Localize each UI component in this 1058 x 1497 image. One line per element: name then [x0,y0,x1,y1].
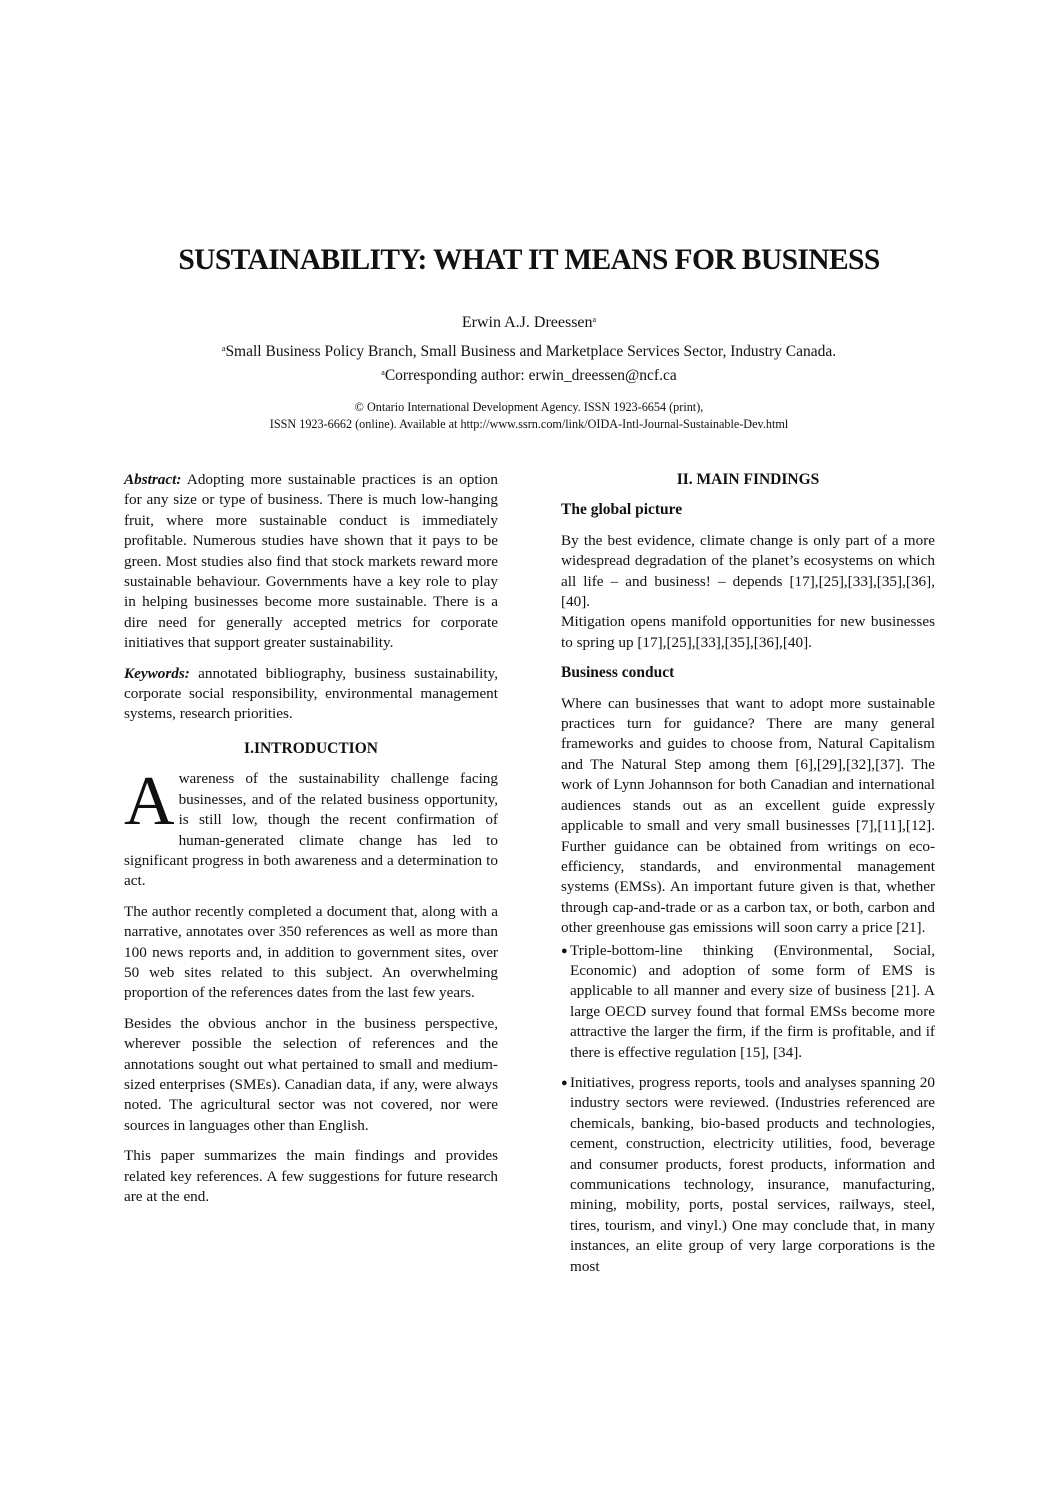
business-conduct-heading: Business conduct [561,664,675,682]
affiliation-marker: a [221,344,226,353]
global-picture-paragraph-1: By the best evidence, climate change is only part of a more widespread degradation of the planet’s ecosystems on which all life – and business! – depends [17],[25],[33],[35],[36],[40]. [561,531,935,611]
bullet-text: Triple-bottom-line thinking (Environmental, Social, Economic) and adoption of some form of EMS is applicable to all manner and every size of business [21]. A large OECD survey found that formal EMSs become more attractive the larger the firm, if the firm is profitable, and if there is effective regulation [15], [34]. [570,941,935,1061]
affiliation-block [0,338,1058,386]
main-findings-heading: II. MAIN FINDINGS [676,471,820,488]
corresponding-text: Corresponding author: erwin_dreessen@ncf.ca [384,367,677,384]
findings-bullet-list [561,941,935,1278]
paper-title: SUSTAINABILITY: WHAT IT MEANS FOR BUSINESS [178,244,880,276]
right-column [561,470,935,1287]
bullet-icon: ● [561,944,568,957]
drop-cap: A [124,763,175,841]
intro-paragraph-4: This paper summarizes the main findings and provides related key references. A few suggestions for future research are at the end. [124,1147,498,1205]
author-marker: a [592,315,597,324]
author-name [0,314,1058,332]
author-text: Erwin A.J. Dreessen [461,314,593,331]
bullet-icon: ● [561,1076,568,1089]
bullet-item [561,941,935,1063]
business-conduct-paragraph: Where can businesses that want to adopt more sustainable practices turn for guidance? There are many general frameworks and guides to choose from, Natural Capitalism and The Natural Step among them [6],[29],[32],[37]. The work of Lynn Johannson for both Canadian and international audiences stands out as an excellent guide expressly applicable to small and very small businesses [7],[11],[12]. Further guidance can be obtained from writings on eco-efficiency, standards, and environmental management systems (EMSs). An important future given is that, whether through cap-and-trade or as a carbon tax, or both, carbon and other greenhouse gas emissions will soon carry a price [21]. [561,694,935,937]
bullet-item [561,1073,935,1277]
keywords-label: Keywords: [124,664,190,682]
global-picture-heading: The global picture [561,501,683,519]
abstract-label: Abstract: [124,471,182,488]
corresponding-marker: a [381,368,385,377]
keywords [124,664,498,725]
intro-p1-text: wareness of the sustainability challenge facing businesses, and of the related business opportunity, is still low, though the recent confirmation of human-generated climate change has led to significant progress in both awareness and a determination to act. [124,770,498,890]
intro-heading: I.INTRODUCTION [244,739,378,757]
copyright-line-2: ISSN 1923-6662 (online). Available at http://www.ssrn.com/link/OIDA-Intl-Journal-Sustainable-Dev.html [269,417,789,431]
bullet-text: Initiatives, progress reports, tools and analyses spanning 20 industry sectors were reviewed. (Industries referenced are chemicals, banking, bio-based products and technologies, cement, construction, electricity utilities, food, beverage and consumer products, forest products, information and communications technology, insurance, manufacturing, mining, mobility, ports, postal services, railways, steel, tires, tourism, and vinyl.) One may conclude that, in many instances, an elite group of very large corporations is the most [570,1073,935,1275]
abstract [124,470,498,654]
affiliation [0,338,1058,362]
copyright-line-1: © Ontario International Development Agency. ISSN 1923-6654 (print), [354,400,704,414]
left-column [124,470,498,1217]
copyright-block [0,399,1058,433]
global-picture-paragraph-2: Mitigation opens manifold opportunities for new businesses to spring up [17],[25],[33],[35],[36],[40]. [561,613,935,651]
keywords-text: annotated bibliography, business sustainability, corporate social responsibility, environmental management systems, research priorities. [124,664,498,723]
corresponding-author [0,362,1058,386]
affiliation-text: Small Business Policy Branch, Small Business and Marketplace Services Sector, Industry Canada. [225,343,837,360]
intro-paragraph-3: Besides the obvious anchor in the business perspective, wherever possible the selection of references and the annotations sought out what pertained to small and medium-sized enterprises (SMEs). Canadian data, if any, were always noted. The agricultural sector was not covered, nor were sources in languages other than English. [124,1014,498,1134]
abstract-text: Adopting more sustainable practices is an option for any size or type of business. There is much low-hanging fruit, where more sustainable conduct is immediately profitable. Numerous studies have shown that it pays to be green. Most studies also find that stock markets reward more sustainable behaviour. Governments have a key role to play in helping businesses become more sustainable. There is a dire need for generally accepted metrics for corporate initiatives that support greater sustainability. [124,471,498,652]
intro-paragraph-2: The author recently completed a document that, along with a narrative, annotates over 350 references as well as more than 100 news reports and, in addition to government sites, over 50 web sites related to this subject. An overwhelming proportion of the references dates from the last few years. [124,902,498,1002]
intro-paragraph-1 [124,763,498,891]
